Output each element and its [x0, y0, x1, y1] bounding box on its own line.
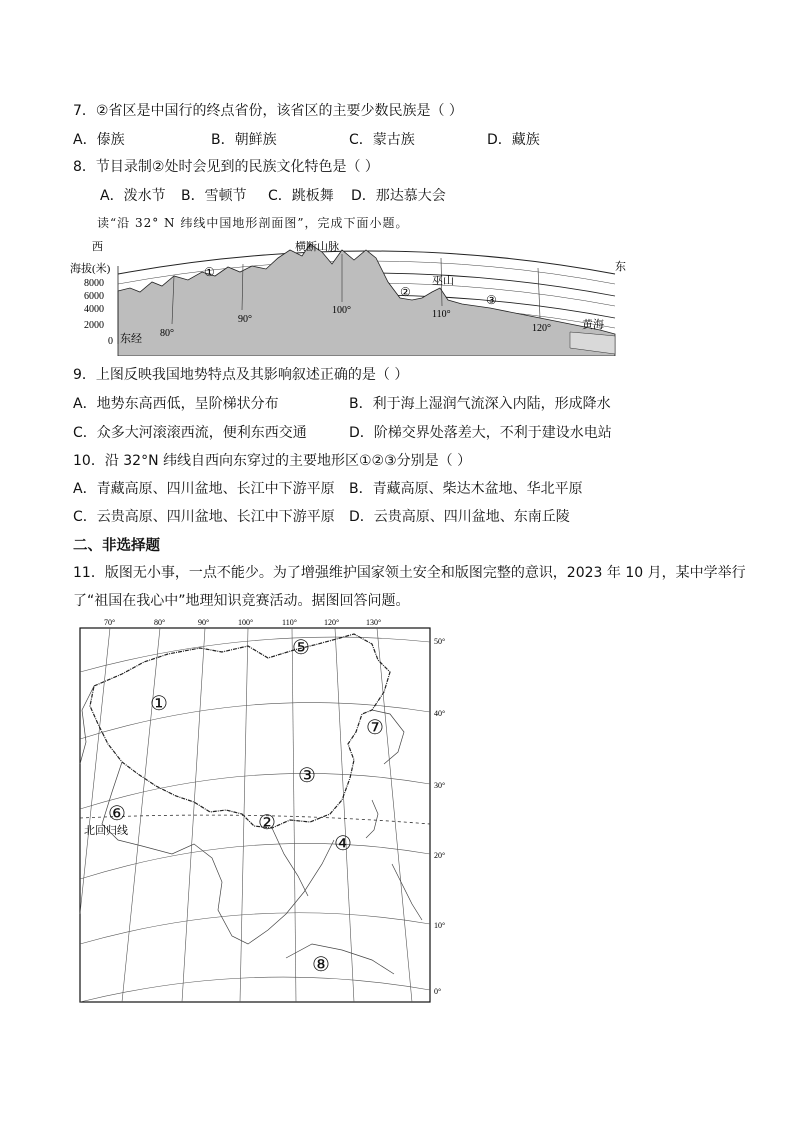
- q9-option-c: C．众多大河滚滚西流，便利东西交通: [73, 425, 307, 441]
- q11-line2: 了“祖国在我心中”地理知识竞赛活动。据图回答问题。: [73, 593, 410, 609]
- profile-ytick: 8000: [84, 278, 104, 289]
- profile-intro: 读“沿 32° N 纬线中国地形剖面图”，完成下面小题。: [97, 216, 409, 230]
- map-marker: ③: [298, 765, 316, 787]
- profile-ytick: 0: [108, 336, 113, 347]
- map-lon-label: 70°: [104, 618, 116, 627]
- profile-region-mark: ①: [204, 265, 215, 279]
- profile-ytick: 2000: [84, 320, 104, 331]
- profile-west: 西: [92, 241, 103, 253]
- section-title: 二、非选择题: [73, 537, 160, 554]
- map-lat-label: 30°: [434, 781, 446, 790]
- q10-option-b: B．青藏高原、柴达木盆地、华北平原: [349, 481, 583, 497]
- profile-east: 东: [615, 261, 626, 273]
- q10-option-c: C．云贵高原、四川盆地、长江中下游平原: [73, 509, 335, 525]
- terrain-profile-figure: [70, 236, 630, 356]
- q10-stem: 10．沿 32°N 纬线自西向东穿过的主要地形区①②③分别是（ ）: [73, 453, 472, 469]
- profile-region-mark: ②: [400, 285, 411, 299]
- map-lat-label: 40°: [434, 709, 446, 718]
- map-lon-label: 100°: [238, 618, 254, 627]
- profile-lon-label: 120°: [532, 323, 551, 334]
- q9-option-b: B．利于海上湿润气流深入内陆，形成降水: [349, 396, 611, 412]
- profile-lon-label: 80°: [160, 328, 174, 339]
- china-map-figure: [72, 614, 462, 1006]
- map-lon-label: 120°: [324, 618, 340, 627]
- map-lon-label: 90°: [198, 618, 210, 627]
- profile-region-mark: ③: [486, 293, 497, 307]
- q8-option-c: C．跳板舞: [268, 188, 334, 204]
- map-lat-label: 10°: [434, 921, 446, 930]
- map-marker: ⑧: [312, 954, 330, 976]
- q9-option-a: A．地势东高西低，呈阶梯状分布: [73, 396, 279, 412]
- profile-ylabel: 海拔(米): [70, 263, 111, 275]
- q8-option-d: D．那达慕大会: [351, 188, 446, 204]
- q8-option-b: B．雪顿节: [181, 188, 247, 204]
- q8-stem: 8．节目录制②处时会见到的民族文化特色是（ ）: [73, 159, 379, 175]
- q8-option-a: A．泼水节: [100, 188, 166, 204]
- profile-lon-label: 90°: [238, 314, 252, 325]
- q7-stem: 7．②省区是中国行的终点省份，该省区的主要少数民族是（ ）: [73, 103, 463, 119]
- profile-place-label: 横断山脉: [295, 241, 339, 253]
- q11-line1: 11．版图无小事，一点不能少。为了增强维护国家领土安全和版图完整的意识，2023 年 10 月，某中学举行: [73, 565, 746, 581]
- profile-ytick: 4000: [84, 304, 104, 315]
- map-marker: ④: [334, 833, 352, 855]
- q10-option-a: A．青藏高原、四川盆地、长江中下游平原: [73, 481, 335, 497]
- map-marker: ①: [150, 693, 168, 715]
- map-marker: ⑦: [366, 717, 384, 739]
- map-lon-label: 110°: [282, 618, 297, 627]
- q10-option-d: D．云贵高原、四川盆地、东南丘陵: [349, 509, 570, 525]
- map-lat-label: 20°: [434, 851, 446, 860]
- q9-stem: 9．上图反映我国地势特点及其影响叙述正确的是（ ）: [73, 367, 409, 383]
- profile-place-label: 黄海: [582, 319, 604, 331]
- profile-place-label: 巫山: [432, 275, 454, 287]
- map-marker: ⑤: [292, 637, 310, 659]
- profile-lon-label: 110°: [432, 309, 451, 320]
- profile-ytick: 6000: [84, 291, 104, 302]
- map-marker: ②: [258, 812, 276, 834]
- tropic-label: 北回归线: [84, 825, 128, 837]
- q7-option-c: C．蒙古族: [349, 132, 415, 148]
- map-lon-label: 80°: [154, 618, 166, 627]
- map-lat-label: 50°: [434, 637, 446, 646]
- q7-option-d: D．藏族: [487, 132, 540, 148]
- map-lat-label: 0°: [434, 987, 442, 996]
- profile-place-label: 东经: [120, 333, 142, 345]
- q7-option-a: A．傣族: [73, 132, 125, 148]
- q9-option-d: D．阶梯交界处落差大，不利于建设水电站: [349, 425, 612, 441]
- q7-option-b: B．朝鲜族: [211, 132, 277, 148]
- map-marker: ⑥: [108, 803, 126, 825]
- map-lon-label: 130°: [366, 618, 382, 627]
- profile-lon-label: 100°: [332, 305, 351, 316]
